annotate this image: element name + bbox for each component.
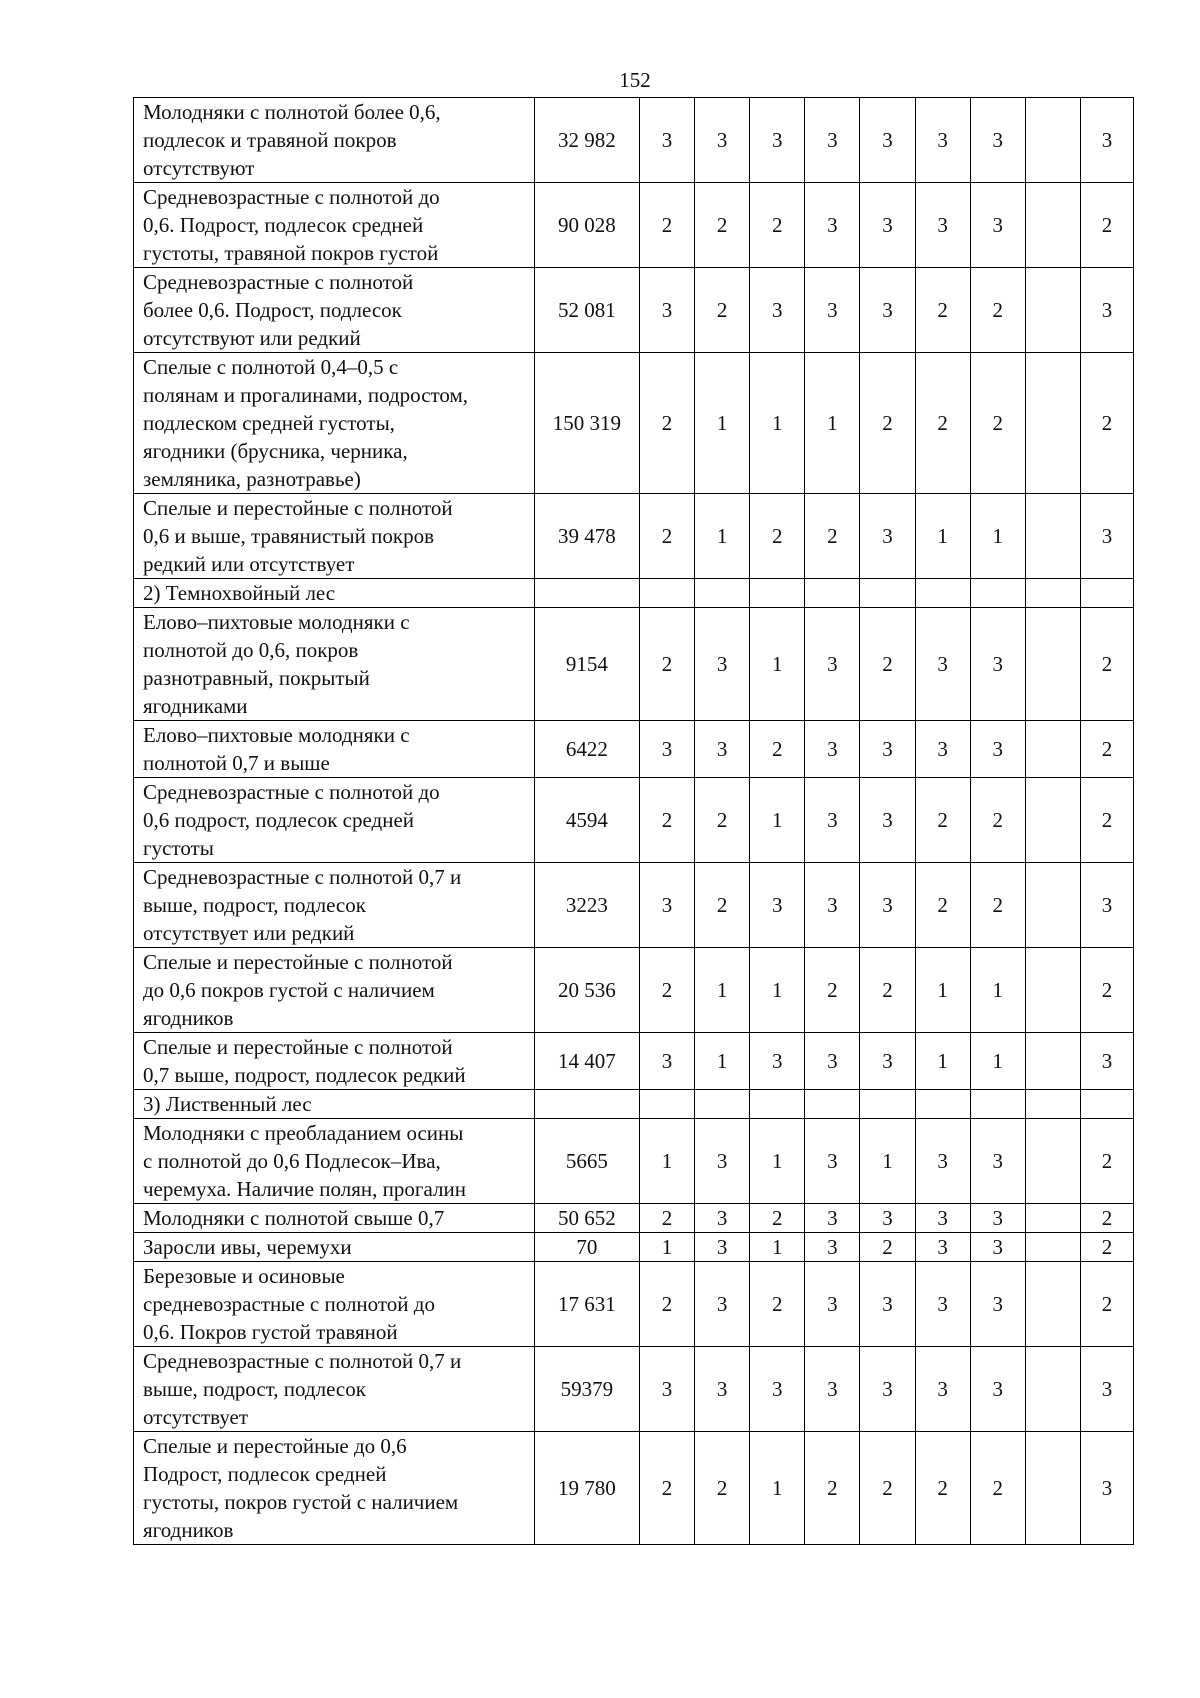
- forest-type-cell: [134, 1432, 535, 1545]
- forest-type-cell: [134, 1347, 535, 1432]
- empty-cell: [534, 1090, 639, 1119]
- score-cell: 3: [640, 721, 695, 778]
- forest-type-line: Березовые и осиновые: [143, 1264, 345, 1288]
- score-cell: 3: [640, 1033, 695, 1090]
- area-cell: 150 319: [534, 353, 639, 494]
- score-cell: 2: [970, 863, 1025, 948]
- score-cell: 3: [860, 268, 915, 353]
- score-cell: 2: [1080, 721, 1133, 778]
- score-cell: 2: [805, 494, 860, 579]
- score-cell: 2: [640, 1262, 695, 1347]
- empty-cell: [695, 579, 750, 608]
- score-cell: 1: [915, 494, 970, 579]
- forest-type-line: 0,6 подрост, подлесок средней: [143, 808, 415, 832]
- section-row: [134, 1090, 1134, 1119]
- score-cell: 3: [750, 863, 805, 948]
- forest-type-line: 0,6. Подрост, подлесок средней: [143, 213, 424, 237]
- score-cell: 3: [805, 1347, 860, 1432]
- area-cell: 32 982: [534, 98, 639, 183]
- score-cell: 3: [860, 863, 915, 948]
- forest-type-line: Средневозрастные с полнотой до: [143, 780, 440, 804]
- score-cell: 2: [1080, 948, 1133, 1033]
- score-cell: 1: [695, 1033, 750, 1090]
- empty-cell: [915, 579, 970, 608]
- score-cell: 1: [750, 1432, 805, 1545]
- empty-cell: [1080, 579, 1133, 608]
- table-row: [134, 268, 1134, 353]
- forest-type-cell: [134, 1204, 535, 1233]
- score-cell: 3: [695, 608, 750, 721]
- forest-type-line: ягодниками: [143, 694, 248, 718]
- empty-cell: [970, 1090, 1025, 1119]
- score-cell: 3: [860, 494, 915, 579]
- score-cell: 3: [970, 608, 1025, 721]
- empty-cell: [805, 1090, 860, 1119]
- forest-type-cell: [134, 1233, 535, 1262]
- score-cell: 2: [915, 268, 970, 353]
- forest-type-line: подлеском средней густоты,: [143, 411, 395, 435]
- score-cell: 1: [805, 353, 860, 494]
- score-cell: 1: [750, 1233, 805, 1262]
- forest-type-line: Средневозрастные с полнотой: [143, 270, 414, 294]
- score-cell: 3: [695, 1119, 750, 1204]
- forest-type-line: 0,6. Покров густой травяной: [143, 1320, 398, 1344]
- score-cell: 3: [805, 863, 860, 948]
- forest-type-cell: [134, 1033, 535, 1090]
- score-cell: 3: [1080, 1347, 1133, 1432]
- score-cell: 3: [860, 778, 915, 863]
- area-cell: 50 652: [534, 1204, 639, 1233]
- score-cell: 3: [970, 721, 1025, 778]
- score-cell: 3: [915, 608, 970, 721]
- score-cell: [1025, 608, 1080, 721]
- score-cell: 2: [860, 353, 915, 494]
- score-cell: 3: [915, 1262, 970, 1347]
- forest-type-line: выше, подрост, подлесок: [143, 1377, 366, 1401]
- score-cell: [1025, 1119, 1080, 1204]
- score-cell: 3: [805, 1119, 860, 1204]
- score-cell: 3: [750, 98, 805, 183]
- score-cell: 2: [915, 863, 970, 948]
- forest-type-line: ягодников: [143, 1518, 234, 1542]
- score-cell: 3: [970, 98, 1025, 183]
- empty-cell: [640, 579, 695, 608]
- score-cell: 2: [750, 1262, 805, 1347]
- score-cell: [1025, 1432, 1080, 1545]
- score-cell: 2: [1080, 353, 1133, 494]
- table-row: [134, 608, 1134, 721]
- score-cell: 1: [695, 353, 750, 494]
- forest-type-line: Елово–пихтовые молодняки с: [143, 723, 410, 747]
- forest-type-line: отсутствуют: [143, 156, 255, 180]
- score-cell: [1025, 1033, 1080, 1090]
- forest-type-line: 0,7 выше, подрост, подлесок редкий: [143, 1063, 466, 1087]
- score-cell: 3: [915, 183, 970, 268]
- forest-type-line: Спелые и перестойные с полнотой: [143, 950, 453, 974]
- forest-type-line: земляника, разнотравье): [143, 467, 361, 491]
- score-cell: 2: [860, 1432, 915, 1545]
- score-cell: 3: [970, 1204, 1025, 1233]
- score-cell: 3: [805, 1262, 860, 1347]
- score-cell: 3: [915, 1347, 970, 1432]
- score-cell: 3: [695, 1347, 750, 1432]
- score-cell: 3: [915, 721, 970, 778]
- score-cell: 2: [750, 721, 805, 778]
- score-cell: 2: [640, 183, 695, 268]
- forest-type-line: выше, подрост, подлесок: [143, 893, 366, 917]
- score-cell: 2: [695, 183, 750, 268]
- forest-type-cell: [134, 721, 535, 778]
- forest-type-cell: [134, 948, 535, 1033]
- score-cell: 2: [915, 778, 970, 863]
- section-heading: 2) Темнохвойный лес: [134, 579, 535, 608]
- score-cell: 3: [970, 1119, 1025, 1204]
- score-cell: 3: [915, 1119, 970, 1204]
- forest-type-line: разнотравный, покрытый: [143, 666, 370, 690]
- table-row: [134, 1262, 1134, 1347]
- forest-type-line: отсутствуют или редкий: [143, 326, 361, 350]
- forest-type-line: Заросли ивы, черемухи: [143, 1235, 352, 1259]
- score-cell: 1: [750, 1119, 805, 1204]
- area-cell: 14 407: [534, 1033, 639, 1090]
- score-cell: 2: [970, 1432, 1025, 1545]
- score-cell: 2: [640, 494, 695, 579]
- score-cell: 3: [805, 1233, 860, 1262]
- area-cell: 4594: [534, 778, 639, 863]
- score-cell: 3: [805, 268, 860, 353]
- score-cell: 3: [750, 268, 805, 353]
- score-cell: 3: [805, 721, 860, 778]
- forest-type-cell: [134, 778, 535, 863]
- score-cell: 3: [1080, 98, 1133, 183]
- table-row: [134, 863, 1134, 948]
- score-cell: 3: [860, 1033, 915, 1090]
- forest-type-line: отсутствует: [143, 1405, 249, 1429]
- table-row: [134, 494, 1134, 579]
- score-cell: 3: [970, 1233, 1025, 1262]
- score-cell: 2: [1080, 1119, 1133, 1204]
- forest-type-line: Средневозрастные с полнотой 0,7 и: [143, 1349, 462, 1373]
- area-cell: 20 536: [534, 948, 639, 1033]
- forest-type-cell: [134, 183, 535, 268]
- forest-type-line: с полнотой до 0,6 Подлесок–Ива,: [143, 1149, 441, 1173]
- forest-type-cell: [134, 1262, 535, 1347]
- area-cell: 59379: [534, 1347, 639, 1432]
- score-cell: 3: [805, 1204, 860, 1233]
- score-cell: 3: [860, 721, 915, 778]
- score-cell: 1: [750, 608, 805, 721]
- score-cell: 3: [1080, 863, 1133, 948]
- forest-type-cell: [134, 1119, 535, 1204]
- score-cell: 3: [1080, 268, 1133, 353]
- score-cell: 2: [970, 268, 1025, 353]
- forest-type-cell: [134, 863, 535, 948]
- score-cell: 3: [640, 268, 695, 353]
- forest-habitat-table: [133, 97, 1134, 1545]
- score-cell: 1: [695, 948, 750, 1033]
- score-cell: 2: [860, 608, 915, 721]
- forest-type-line: полянам и прогалинами, подростом,: [143, 383, 469, 407]
- score-cell: 1: [750, 778, 805, 863]
- score-cell: 2: [640, 778, 695, 863]
- score-cell: 2: [1080, 1233, 1133, 1262]
- forest-type-line: Молодняки с преобладанием осины: [143, 1121, 464, 1145]
- score-cell: [1025, 721, 1080, 778]
- score-cell: 3: [695, 1204, 750, 1233]
- score-cell: 3: [915, 98, 970, 183]
- forest-type-line: полнотой до 0,6, покров: [143, 638, 359, 662]
- forest-type-line: 0,6 и выше, травянистый покров: [143, 524, 434, 548]
- score-cell: 3: [750, 1347, 805, 1432]
- score-cell: 1: [750, 353, 805, 494]
- table-row: [134, 778, 1134, 863]
- score-cell: 2: [750, 183, 805, 268]
- score-cell: 3: [860, 1262, 915, 1347]
- forest-type-line: Средневозрастные с полнотой 0,7 и: [143, 865, 462, 889]
- score-cell: 1: [750, 948, 805, 1033]
- score-cell: 2: [640, 1204, 695, 1233]
- score-cell: [1025, 183, 1080, 268]
- score-cell: 3: [695, 1233, 750, 1262]
- table-row: [134, 1119, 1134, 1204]
- score-cell: 2: [640, 608, 695, 721]
- score-cell: 3: [1080, 1033, 1133, 1090]
- score-cell: [1025, 1347, 1080, 1432]
- score-cell: 2: [970, 353, 1025, 494]
- forest-type-line: черемуха. Наличие полян, прогалин: [143, 1177, 466, 1201]
- forest-type-line: Спелые и перестойные с полнотой: [143, 1035, 453, 1059]
- forest-type-line: густоты, покров густой с наличием: [143, 1490, 459, 1514]
- score-cell: 3: [860, 1347, 915, 1432]
- score-cell: 3: [805, 608, 860, 721]
- area-cell: 52 081: [534, 268, 639, 353]
- table-row: [134, 183, 1134, 268]
- table-row: [134, 1204, 1134, 1233]
- empty-cell: [1080, 1090, 1133, 1119]
- forest-type-line: Средневозрастные с полнотой до: [143, 185, 440, 209]
- score-cell: [1025, 778, 1080, 863]
- score-cell: 2: [1080, 1204, 1133, 1233]
- score-cell: 2: [640, 353, 695, 494]
- empty-cell: [750, 579, 805, 608]
- score-cell: 1: [640, 1119, 695, 1204]
- score-cell: 1: [970, 948, 1025, 1033]
- score-cell: 2: [1080, 183, 1133, 268]
- empty-cell: [805, 579, 860, 608]
- forest-type-line: Подрост, подлесок средней: [143, 1462, 387, 1486]
- score-cell: 2: [915, 353, 970, 494]
- empty-cell: [1025, 579, 1080, 608]
- forest-type-cell: [134, 353, 535, 494]
- table-row: [134, 98, 1134, 183]
- forest-type-line: средневозрастные с полнотой до: [143, 1292, 435, 1316]
- forest-type-line: редкий или отсутствует: [143, 552, 355, 576]
- score-cell: 2: [750, 1204, 805, 1233]
- table-row: [134, 1033, 1134, 1090]
- empty-cell: [534, 579, 639, 608]
- score-cell: 2: [695, 268, 750, 353]
- score-cell: 3: [915, 1204, 970, 1233]
- score-cell: 3: [805, 98, 860, 183]
- score-cell: 3: [970, 1262, 1025, 1347]
- score-cell: 3: [970, 1347, 1025, 1432]
- score-cell: 3: [695, 98, 750, 183]
- area-cell: 3223: [534, 863, 639, 948]
- score-cell: 2: [860, 948, 915, 1033]
- score-cell: 1: [695, 494, 750, 579]
- score-cell: [1025, 1204, 1080, 1233]
- score-cell: 3: [1080, 1432, 1133, 1545]
- forest-type-line: более 0,6. Подрост, подлесок: [143, 298, 402, 322]
- forest-type-line: Молодняки с полнотой свыше 0,7: [143, 1206, 445, 1230]
- score-cell: 1: [860, 1119, 915, 1204]
- forest-type-line: Спелые и перестойные до 0,6: [143, 1434, 407, 1458]
- score-cell: 1: [970, 1033, 1025, 1090]
- score-cell: 2: [750, 494, 805, 579]
- forest-type-line: Елово–пихтовые молодняки с: [143, 610, 410, 634]
- empty-cell: [1025, 1090, 1080, 1119]
- table-row: [134, 1233, 1134, 1262]
- score-cell: 3: [860, 1204, 915, 1233]
- score-cell: 2: [1080, 1262, 1133, 1347]
- score-cell: 3: [805, 183, 860, 268]
- score-cell: 3: [860, 183, 915, 268]
- area-cell: 17 631: [534, 1262, 639, 1347]
- score-cell: 2: [860, 1233, 915, 1262]
- score-cell: 2: [805, 1432, 860, 1545]
- score-cell: 2: [640, 1432, 695, 1545]
- score-cell: 3: [915, 1233, 970, 1262]
- score-cell: 2: [805, 948, 860, 1033]
- section-heading: 3) Лиственный лес: [134, 1090, 535, 1119]
- score-cell: 3: [640, 863, 695, 948]
- score-cell: [1025, 863, 1080, 948]
- score-cell: 3: [970, 183, 1025, 268]
- area-cell: 19 780: [534, 1432, 639, 1545]
- score-cell: 3: [640, 98, 695, 183]
- empty-cell: [860, 579, 915, 608]
- empty-cell: [915, 1090, 970, 1119]
- empty-cell: [860, 1090, 915, 1119]
- empty-cell: [970, 579, 1025, 608]
- table-body: [134, 98, 1134, 1545]
- score-cell: 3: [640, 1347, 695, 1432]
- table-row: [134, 721, 1134, 778]
- score-cell: 2: [695, 778, 750, 863]
- section-row: [134, 579, 1134, 608]
- forest-type-line: Молодняки с полнотой более 0,6,: [143, 100, 441, 124]
- score-cell: 3: [1080, 494, 1133, 579]
- area-cell: 90 028: [534, 183, 639, 268]
- forest-type-line: отсутствует или редкий: [143, 921, 355, 945]
- empty-cell: [750, 1090, 805, 1119]
- score-cell: 1: [915, 948, 970, 1033]
- score-cell: [1025, 494, 1080, 579]
- score-cell: [1025, 353, 1080, 494]
- score-cell: [1025, 98, 1080, 183]
- table-row: [134, 1347, 1134, 1432]
- area-cell: 6422: [534, 721, 639, 778]
- area-cell: 9154: [534, 608, 639, 721]
- score-cell: [1025, 948, 1080, 1033]
- forest-type-line: густоты: [143, 836, 214, 860]
- score-cell: 3: [695, 1262, 750, 1347]
- score-cell: 3: [805, 1033, 860, 1090]
- table-row: [134, 353, 1134, 494]
- empty-cell: [695, 1090, 750, 1119]
- score-cell: 3: [860, 98, 915, 183]
- area-cell: 5665: [534, 1119, 639, 1204]
- score-cell: 1: [970, 494, 1025, 579]
- score-cell: 2: [1080, 778, 1133, 863]
- score-cell: 1: [640, 1233, 695, 1262]
- score-cell: 3: [805, 778, 860, 863]
- forest-type-line: полнотой 0,7 и выше: [143, 751, 330, 775]
- score-cell: 1: [915, 1033, 970, 1090]
- score-cell: 2: [695, 1432, 750, 1545]
- score-cell: 3: [695, 721, 750, 778]
- forest-type-cell: [134, 268, 535, 353]
- empty-cell: [640, 1090, 695, 1119]
- forest-type-line: ягодников: [143, 1006, 234, 1030]
- forest-type-line: Спелые с полнотой 0,4–0,5 с: [143, 355, 399, 379]
- forest-type-line: Спелые и перестойные с полнотой: [143, 496, 453, 520]
- area-cell: 70: [534, 1233, 639, 1262]
- forest-type-line: густоты, травяной покров густой: [143, 241, 439, 265]
- score-cell: 2: [915, 1432, 970, 1545]
- page-number: 152: [619, 68, 651, 92]
- forest-type-cell: [134, 608, 535, 721]
- score-cell: [1025, 1262, 1080, 1347]
- score-cell: 2: [640, 948, 695, 1033]
- forest-type-line: подлесок и травяной покров: [143, 128, 397, 152]
- score-cell: [1025, 268, 1080, 353]
- table-row: [134, 1432, 1134, 1545]
- forest-type-line: до 0,6 покров густой с наличием: [143, 978, 435, 1002]
- score-cell: 2: [970, 778, 1025, 863]
- forest-type-line: ягодники (брусника, черника,: [143, 439, 408, 463]
- score-cell: 3: [750, 1033, 805, 1090]
- score-cell: 2: [1080, 608, 1133, 721]
- area-cell: 39 478: [534, 494, 639, 579]
- table-row: [134, 948, 1134, 1033]
- score-cell: 2: [695, 863, 750, 948]
- forest-type-cell: [134, 98, 535, 183]
- forest-type-cell: [134, 494, 535, 579]
- score-cell: [1025, 1233, 1080, 1262]
